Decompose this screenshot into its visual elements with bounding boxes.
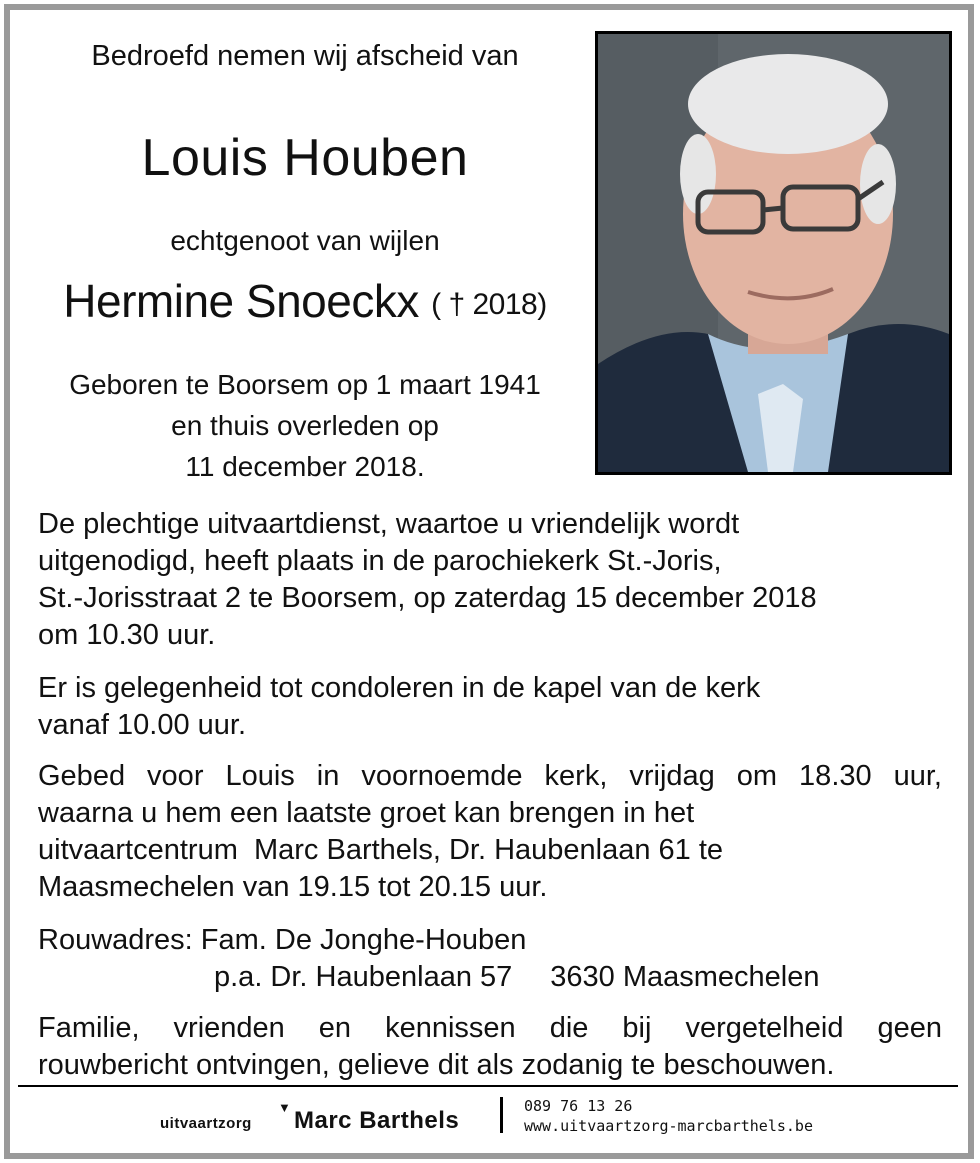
mourning-address [38, 922, 942, 996]
spouse-line [50, 274, 560, 328]
brand-name: Marc Barthels [294, 1107, 460, 1134]
bio-line: Geboren te Boorsem op 1 maart 1941 [69, 369, 541, 400]
bio-line: 11 december 2018. [185, 451, 425, 482]
divider [18, 1085, 958, 1087]
text-line: Gebed voor Louis in voornoemde kerk, vrijdag om 18.30 uur, [38, 760, 942, 792]
text-line: Er is gelegenheid tot condoleren in de kapel van de kerk [38, 672, 761, 704]
address-line [38, 959, 942, 996]
portrait-photo [595, 31, 952, 475]
phone-number: 089 76 13 26 [524, 1097, 633, 1115]
text-line: St.-Jorisstraat 2 te Boorsem, op zaterdag 15 december 2018 [38, 582, 817, 614]
text-line: De plechtige uitvaartdienst, waartoe u vriendelijk wordt [38, 508, 740, 540]
footer-separator [500, 1097, 503, 1133]
deceased-name: Louis Houben [141, 129, 469, 187]
spouse-name: Hermine Snoeckx [63, 275, 419, 327]
service-paragraph [38, 506, 942, 654]
address-city: 3630 Maasmechelen [550, 961, 820, 993]
text-line: vanaf 10.00 uur. [38, 709, 246, 741]
text-line: Maasmechelen van 19.15 tot 20.15 uur. [38, 871, 548, 903]
address-street: p.a. Dr. Haubenlaan 57 [214, 961, 513, 993]
brand-small-label: uitvaartzorg [160, 1115, 252, 1132]
intro-text: Bedroefd nemen wij afscheid van [91, 40, 519, 72]
prayer-paragraph [38, 758, 942, 906]
spouse-label: echtgenoot van wijlen [170, 225, 440, 256]
birth-death-info [60, 364, 550, 487]
condolence-paragraph [38, 670, 942, 744]
bio-line: en thuis overleden op [171, 410, 439, 441]
address-label: Rouwadres: Fam. De Jonghe-Houben [38, 924, 527, 956]
text-line: Familie, vrienden en kennissen die bij vergetelheid geen [38, 1012, 942, 1044]
text-line: waarna u hem een laatste groet kan brengen in het [38, 797, 695, 829]
portrait-illustration [598, 34, 949, 472]
spouse-death-year: ( † 2018) [431, 288, 547, 321]
text-line: rouwbericht ontvingen, gelieve dit als zodanig te beschouwen. [38, 1049, 835, 1081]
funeral-home-footer [0, 1095, 980, 1145]
triangle-down-icon: ▼ [278, 1100, 291, 1115]
website-link[interactable]: www.uitvaartzorg-marcbarthels.be [524, 1117, 813, 1135]
text-line: uitvaartcentrum Marc Barthels, Dr. Haubenlaan 61 te [38, 834, 724, 866]
text-line: uitgenodigd, heeft plaats in de parochiekerk St.-Joris, [38, 545, 722, 577]
text-line: om 10.30 uur. [38, 619, 216, 651]
closing-paragraph [38, 1010, 942, 1084]
